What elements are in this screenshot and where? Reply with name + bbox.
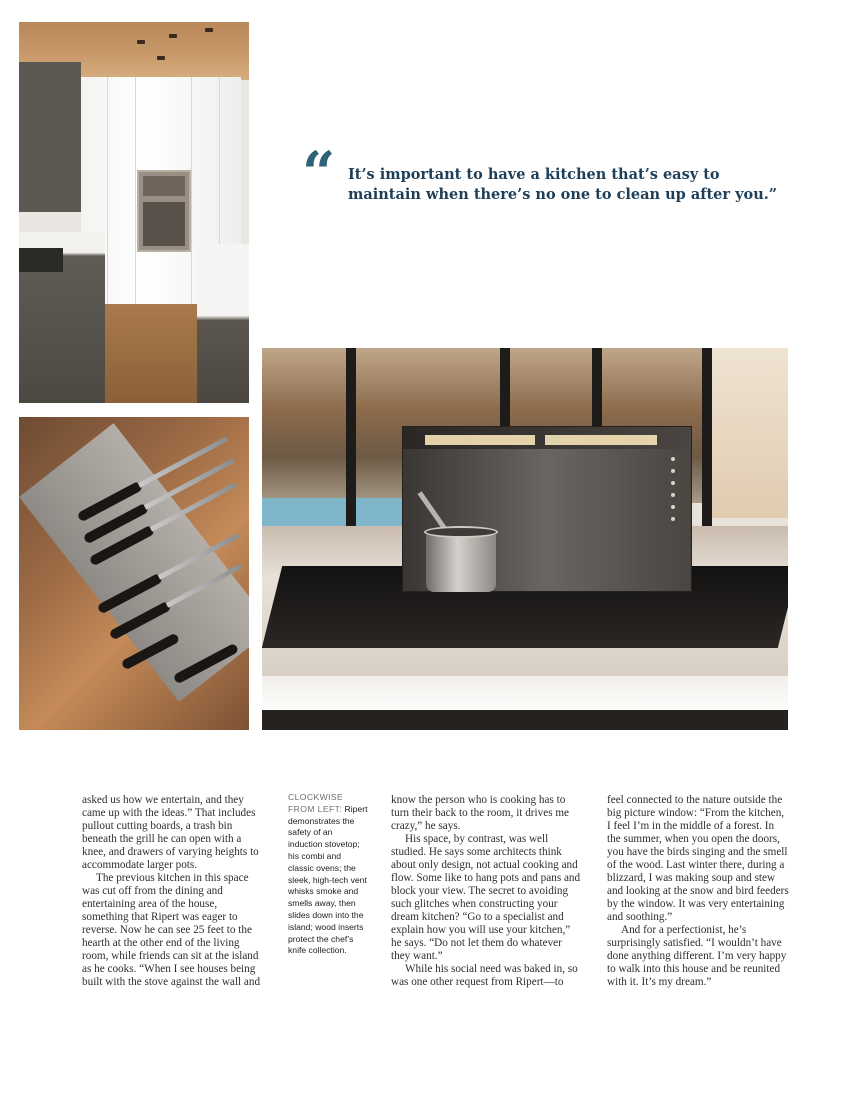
quote-mark-icon: “ (302, 139, 328, 207)
combi-oven (137, 170, 191, 252)
photo-caption (288, 792, 368, 957)
pool (262, 498, 402, 528)
paragraph: The previous kitchen in this space was cut off from the dining and entertaining area of the house, something that Ripert was eager to reverse. Now he can see 25 feet to the hearth at the other end of the living room, while friends can sit at the island as he cooks. “When I see houses being built with the stove against the wall and (82, 872, 261, 988)
article-column-3 (607, 794, 789, 989)
sink (19, 248, 63, 272)
caption-text: Ripert demonstrates the safety of an induction stovetop; his combi and classic ovens; the sleek, high-tech vent whisks smoke and smells away, then slides down into the island; wood inserts protect the chef’s knife collection. (288, 803, 368, 956)
vent-stovetop-photo (262, 348, 788, 730)
dark-wall (19, 62, 81, 212)
article-column-2 (391, 794, 583, 989)
pull-quote-text: It’s important to have a kitchen that’s easy to maintain when there’s no one to clean up after you.” (348, 166, 778, 203)
steel-pot (426, 532, 496, 592)
paragraph: know the person who is cooking has to turn their back to the room, it drives me crazy,” he says. (391, 794, 570, 832)
caption-lead: CLOCKWISE FROM LEFT: (288, 792, 344, 814)
counter-right (197, 244, 249, 403)
paragraph: feel connected to the nature outside the big picture window: “From the kitchen, I feel I’m in the middle of a forest. In the summer, when you open the doors, you have the birds singing and the smell of the wood. Last winter there, during a blizzard, I was making soup and stew and looking at the snow and bird feeders by the window. It was very entertaining and soothing.” (607, 794, 789, 923)
article-column-1 (82, 794, 262, 989)
paragraph: asked us how we entertain, and they came up with the ideas.” That includes pullout cutting boards, a trash bin beneath the grill he can open with a knee, and drawers of varying heights to accommodate larger pots. (82, 794, 259, 871)
kitchen-photo (19, 22, 249, 403)
pot-rim (424, 526, 498, 538)
paragraph: While his social need was baked in, so was one other request from Ripert—to (391, 963, 578, 988)
paragraph: His space, by contrast, was well studied. He says some architects think about only design, not actual cooking and flow. Some like to hang pots and pans and block your view. The secret to avoiding such glitches when constructing your dream kitchen? “Go to a specialist and explain how you will use your kitchen,” he says. “Do not let them do whatever they want.” (391, 833, 581, 962)
island-base (262, 710, 788, 730)
living-room-wall (712, 348, 788, 518)
paragraph: And for a perfectionist, he’s surprisingly satisfied. “I wouldn’t have done anything different. I’m very happy to walk into this house and be reunited with it. It’s my dream.” (607, 924, 787, 988)
knife-drawer-photo (19, 417, 249, 730)
